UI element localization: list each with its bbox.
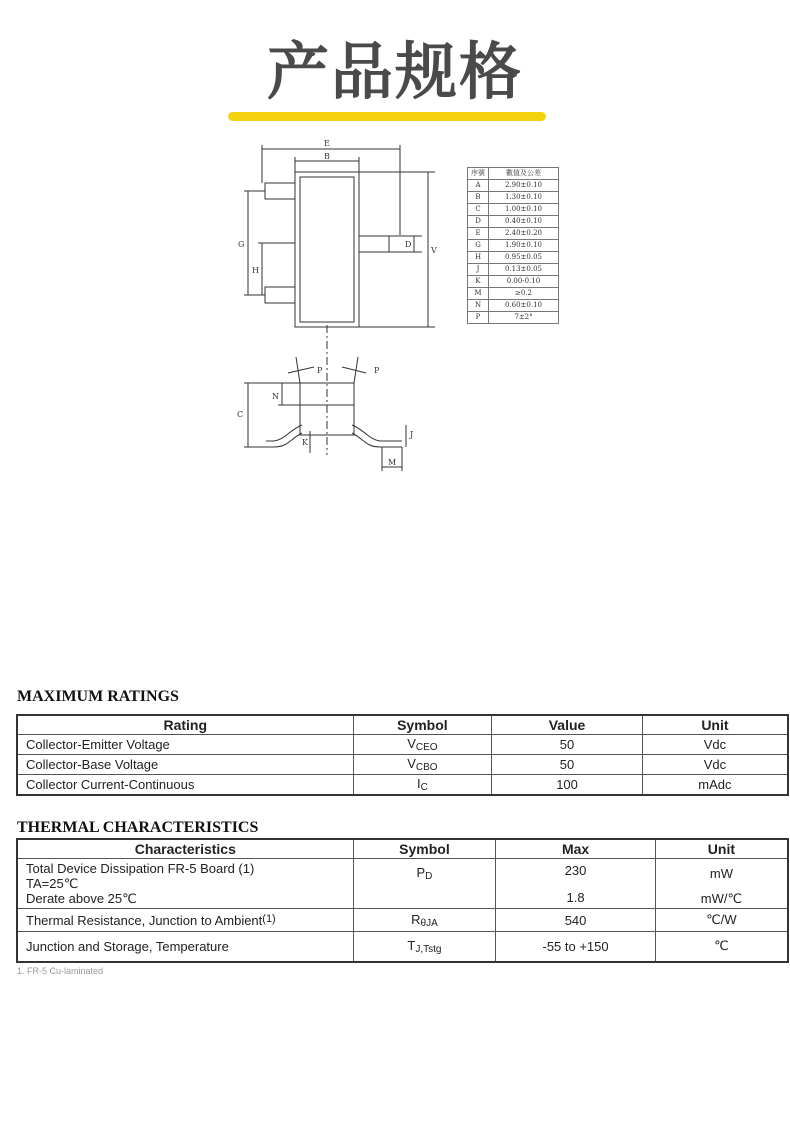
rating-cell: Collector-Emitter Voltage [17, 735, 353, 755]
thermal-table [16, 838, 789, 963]
header-max: Max [496, 839, 656, 859]
unit-cell: Vdc [642, 735, 788, 755]
header-unit: Unit [642, 715, 788, 735]
label-c: C [237, 410, 244, 419]
footnote: 1. FR-5 Cu-laminated [17, 966, 104, 976]
dimension-value: 2.90±0.10 [489, 180, 559, 192]
max-ratings-table [16, 714, 789, 796]
value-cell: 50 [492, 755, 643, 775]
table-row [17, 859, 788, 909]
table-row [468, 192, 559, 204]
dimension-value: 2.40±0.20 [489, 228, 559, 240]
max-cell: -55 to +150 [496, 932, 656, 962]
table-row [468, 264, 559, 276]
label-g: G [238, 240, 245, 249]
dimension-key: D [468, 216, 489, 228]
body-outline [295, 172, 359, 327]
unit-cell: mW mW/℃ [655, 859, 788, 909]
dimension-key: N [468, 300, 489, 312]
table-row [468, 240, 559, 252]
header-rating: Rating [17, 715, 353, 735]
table-row [17, 909, 788, 932]
max-cell: 540 [496, 909, 656, 932]
symbol-cell: $R_{\theta JA}$ [353, 909, 496, 932]
dimension-key: M [468, 288, 489, 300]
table-row [468, 216, 559, 228]
header-symbol: Symbol [353, 839, 496, 859]
dimension-value: 數值及公差 [489, 168, 559, 180]
lead-bottom-left [265, 287, 295, 303]
table-row [468, 204, 559, 216]
symbol-cell: $V_{CEO}$ [353, 735, 492, 755]
symbol-cell: $T_{J,Tstg}$ [353, 932, 496, 962]
dimension-key: A [468, 180, 489, 192]
table-row [468, 168, 559, 180]
table-row [17, 755, 788, 775]
dimension-value: 0.13±0.05 [489, 264, 559, 276]
header-characteristics: Characteristics [17, 839, 353, 859]
dimension-value: 1.00±0.10 [489, 204, 559, 216]
dimension-key: P [468, 312, 489, 324]
characteristics-cell: Junction and Storage, Temperature [17, 932, 353, 962]
title-underline [228, 112, 546, 121]
dimension-value: 0.95±0.05 [489, 252, 559, 264]
table-row [17, 932, 788, 962]
dimension-value: 1.30±0.10 [489, 192, 559, 204]
dimension-key: E [468, 228, 489, 240]
max-cell: 230 1.8 [496, 859, 656, 909]
label-h: H [252, 266, 259, 275]
thermal-title: THERMAL CHARACTERISTICS [17, 819, 259, 836]
label-k: K [302, 438, 308, 447]
table-row [468, 312, 559, 324]
dimension-key: C [468, 204, 489, 216]
dimension-table [467, 167, 559, 324]
table-row [17, 775, 788, 796]
label-d: D [405, 240, 412, 249]
table-row [468, 288, 559, 300]
label-m: M [388, 458, 397, 467]
body-inner [300, 177, 354, 322]
characteristics-cell: Thermal Resistance, Junction to Ambient$^{(1)}$ [17, 909, 353, 932]
label-v: V [431, 246, 437, 255]
label-p-right: P [374, 366, 380, 375]
max-ratings-title: MAXIMUM RATINGS [17, 688, 179, 705]
header-symbol: Symbol [353, 715, 492, 735]
symbol-cell: $I_C$ [353, 775, 492, 796]
table-row [468, 300, 559, 312]
lead-right [359, 236, 389, 252]
page-title: 产品规格 [266, 35, 523, 108]
header-value: Value [492, 715, 643, 735]
label-p-left: P [317, 366, 323, 375]
lead-top-left [265, 183, 295, 199]
dimension-value: 0.00-0.10 [489, 276, 559, 288]
header-unit: Unit [655, 839, 788, 859]
rating-cell: Collector-Base Voltage [17, 755, 353, 775]
symbol-cell: $P_D$ [353, 859, 496, 909]
symbol-cell: $V_{CBO}$ [353, 755, 492, 775]
label-e: E [324, 139, 330, 148]
table-row [468, 180, 559, 192]
label-j: J [410, 430, 414, 439]
label-n: N [272, 392, 279, 401]
dimension-key: 序號 [468, 168, 489, 180]
unit-cell: mAdc [642, 775, 788, 796]
dimension-key: G [468, 240, 489, 252]
table-row [468, 276, 559, 288]
package-outline-drawing [230, 135, 445, 475]
dimension-key: B [468, 192, 489, 204]
unit-cell: Vdc [642, 755, 788, 775]
dimension-key: K [468, 276, 489, 288]
table-row [17, 735, 788, 755]
value-cell: 100 [492, 775, 643, 796]
dimension-value: 0.40±0.10 [489, 216, 559, 228]
table-row [468, 252, 559, 264]
dimension-value: 7±2° [489, 312, 559, 324]
unit-cell: ℃ [655, 932, 788, 962]
characteristics-cell: Total Device Dissipation FR-5 Board (1) TA=25℃ Derate above 25℃ [17, 859, 353, 909]
dimension-key: H [468, 252, 489, 264]
dimension-value: ≥0.2 [489, 288, 559, 300]
value-cell: 50 [492, 735, 643, 755]
label-b: B [324, 152, 330, 161]
unit-cell: ℃/W [655, 909, 788, 932]
table-row [468, 228, 559, 240]
dimension-value: 0.60±0.10 [489, 300, 559, 312]
dimension-value: 1.90±0.10 [489, 240, 559, 252]
rating-cell: Collector Current-Continuous [17, 775, 353, 796]
dimension-key: J [468, 264, 489, 276]
